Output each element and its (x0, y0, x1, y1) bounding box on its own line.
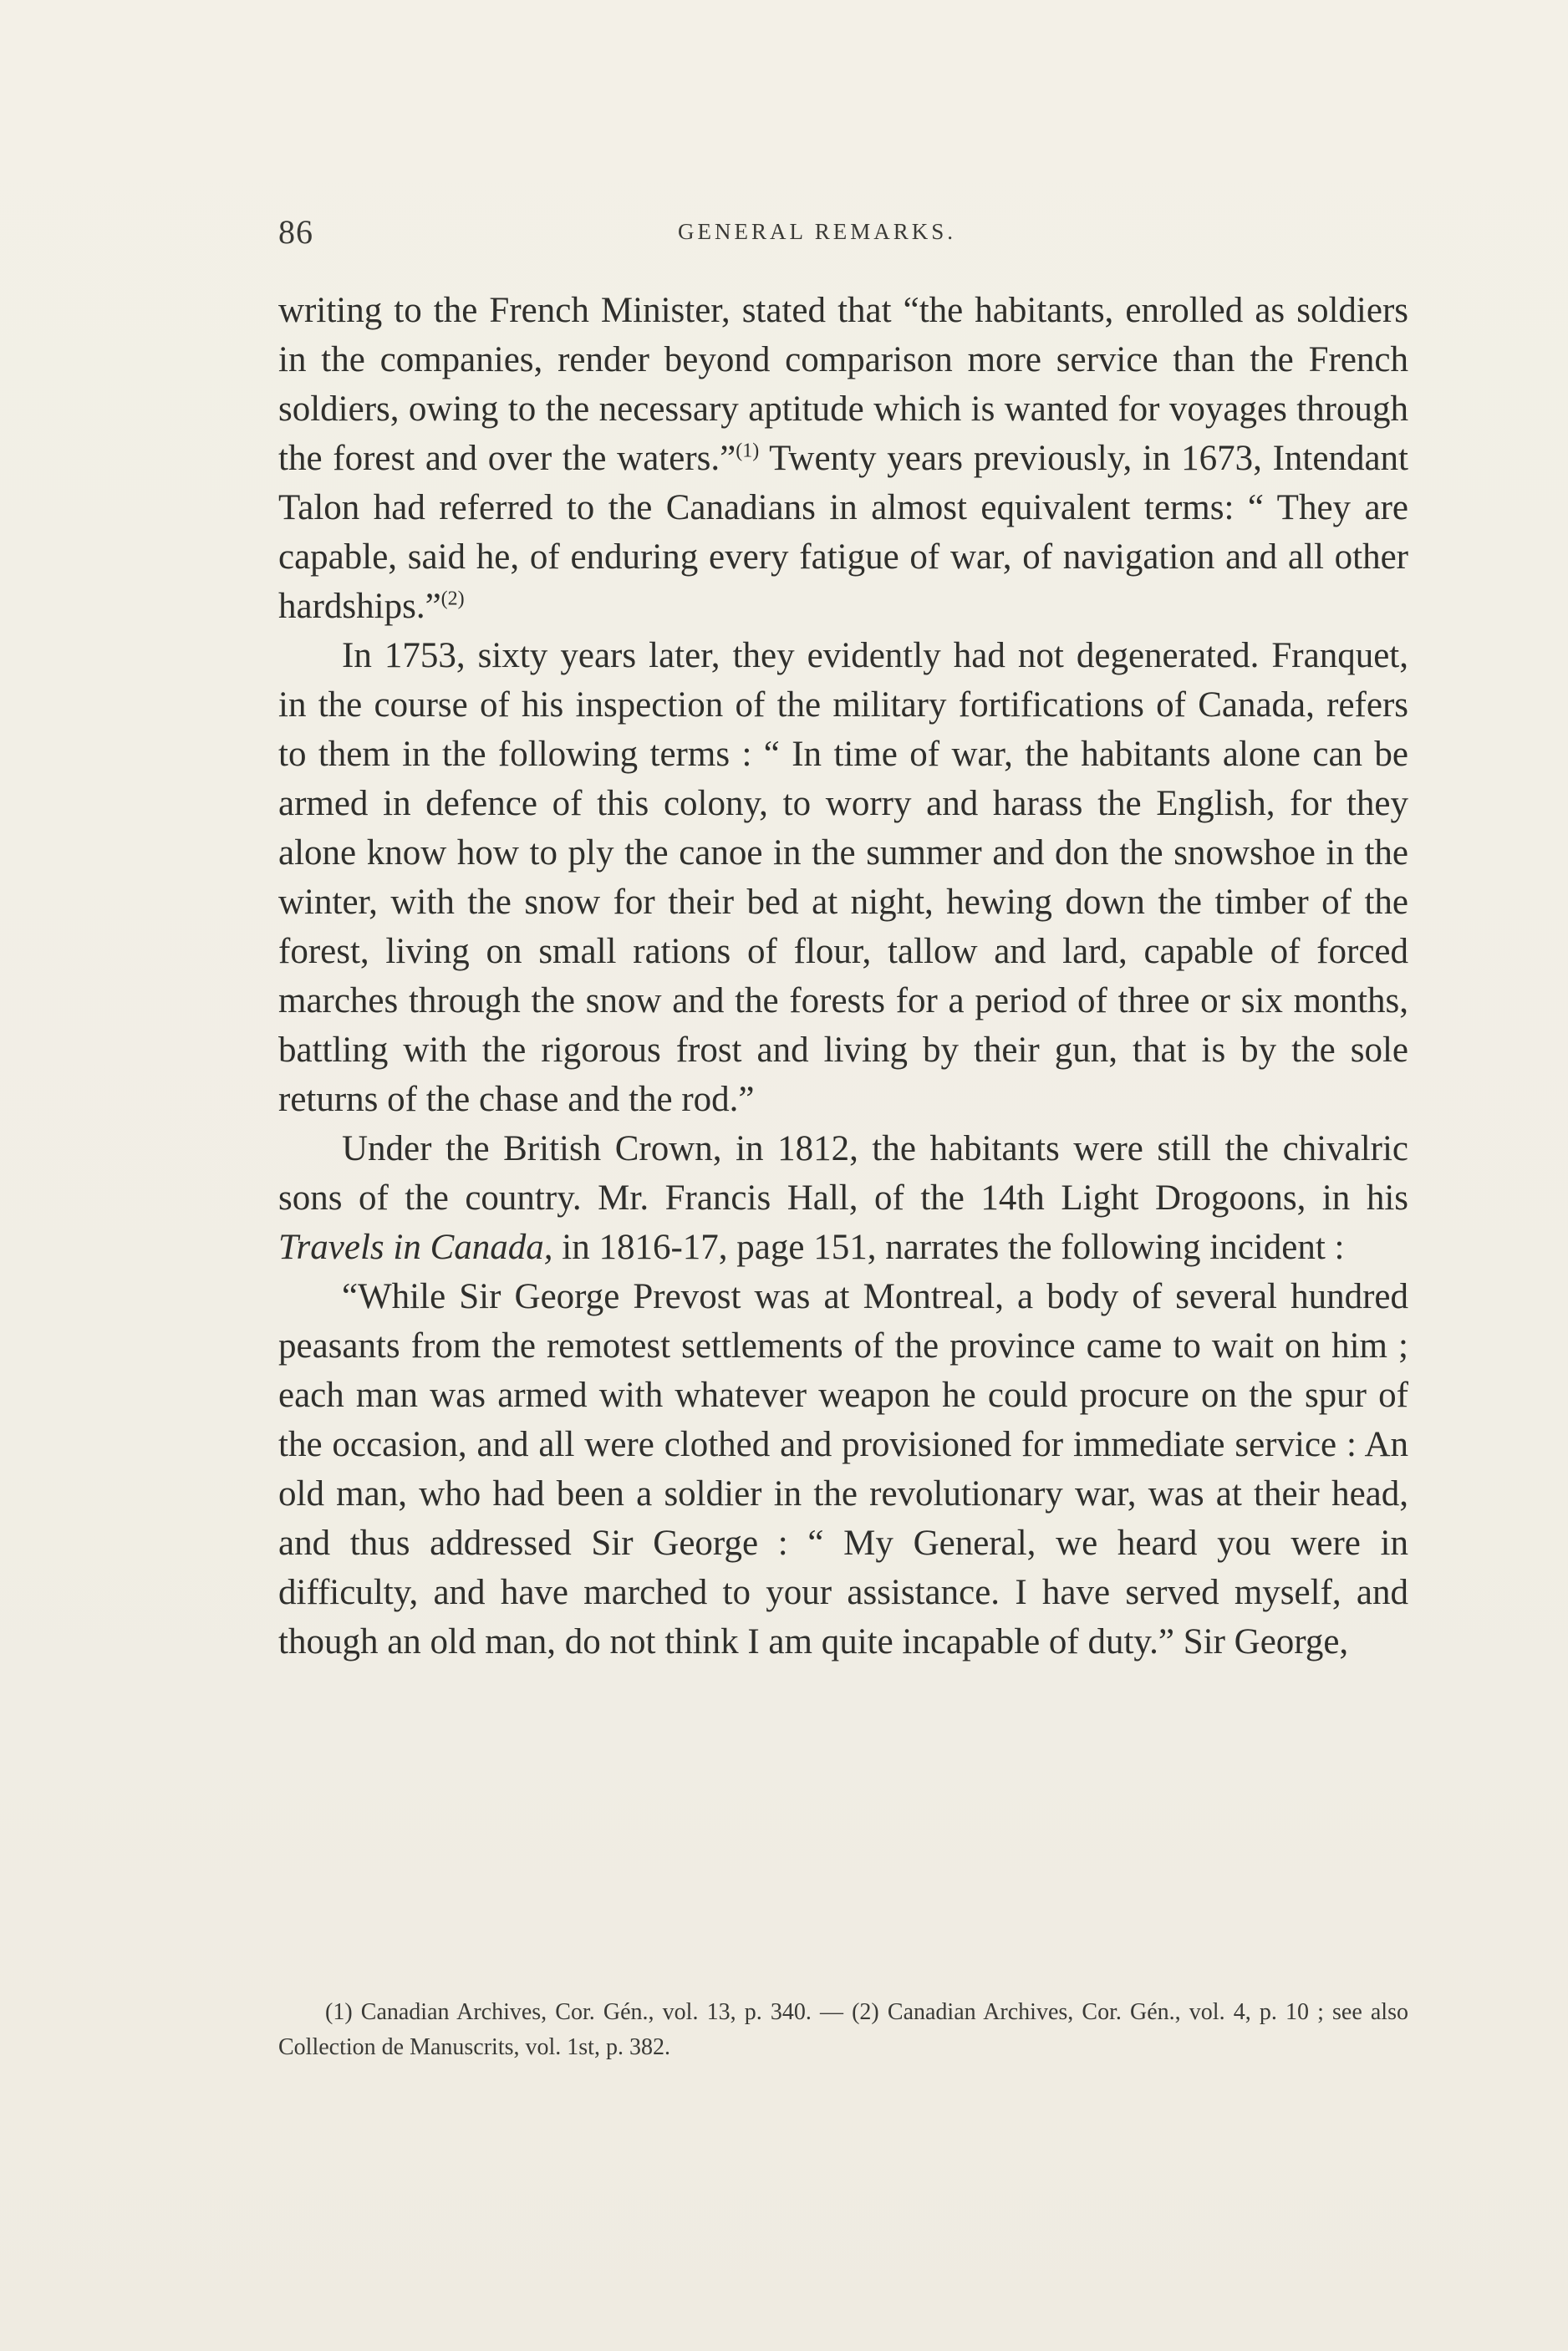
paragraph: “While Sir George Prevost was at Montreal, a body of several hundred peasants from the remotest settlements of the province came to wait on him ; each man was armed with whatever weapon he could procure on the spur of the occasion, and all were clothed and provisioned for immediate service : An old man, who had been a soldier in the revolutionary war, was at their head, and thus addressed Sir George : “ My General, we heard you were in difficulty, and have marched to your assistance. I have served myself, and though an old man, do not think I am quite incapable of duty.” Sir George, (278, 1277, 1408, 1661)
footnotes (278, 1995, 1408, 2065)
paragraph-text: writing to the French Minister, stated that “the habitants, enrolled as soldiers in the companies, render beyond comparison more service than the French soldiers, owing to the necessary aptitude which is wanted for voyages through the forest and over the waters.” (278, 291, 1408, 478)
paragraph (278, 1124, 1408, 1272)
paragraph-text: Under the British Crown, in 1812, the habitants were still the chivalric sons of the country. Mr. Francis Hall, of the 14th Light Drogoons, in his (278, 1129, 1408, 1218)
page-number: 86 (278, 213, 313, 251)
body-text (278, 286, 1408, 1667)
paragraph-text: in 1816-17, page 151, narrates the following incident : (552, 1228, 1345, 1267)
paragraph: In 1753, sixty years later, they evidently had not degenerated. Franquet, in the course of his inspection of the military fortifications of Canada, refers to them in the following terms : “ In time of war, the habitants alone can be armed in defence of this colony, to worry and harass the English, for they alone know how to ply the canoe in the summer and don the snowshoe in the winter, with the snow for their bed at night, hewing down the timber of the forest, living on small rations of flour, tallow and lard, capable of forced marches through the snow and the forests for a period of three or six months, battling with the rigorous frost and living by their gun, that is by the sole returns of the chase and the rod.” (278, 636, 1408, 1119)
paragraph (278, 286, 1408, 631)
footnote-ref: (2) (440, 588, 465, 610)
running-head: GENERAL REMARKS. (678, 219, 957, 244)
paragraph-text: Twenty years previously, in 1673, Intendant Talon had referred to the Canadians in almost equivalent terms: “ They are capable, said he, of enduring every fatigue of war, of navigation and all other hardships.” (278, 439, 1408, 626)
footnote-text: (1) Canadian Archives, Cor. Gén., vol. 13, p. 340. — (2) Canadian Archives, Cor. Gén., vol. 4, p. 10 ; see also Collection de Manuscrits, vol. 1st, p. 382. (278, 1999, 1408, 2060)
book-title: Travels in Canada, (278, 1228, 553, 1267)
page-header (278, 212, 1408, 262)
footnote-ref: (1) (736, 440, 760, 462)
